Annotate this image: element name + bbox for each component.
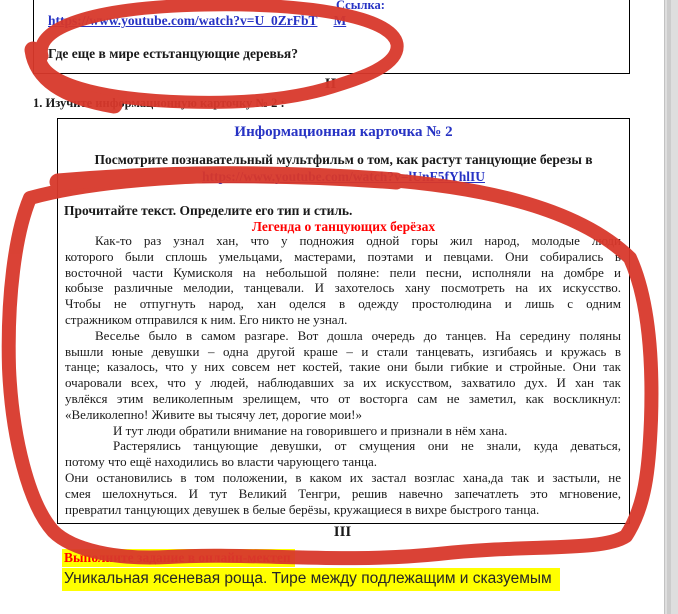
card1-link-label-line: [34, 0, 629, 11]
card1-url-end[interactable]: M: [333, 13, 347, 28]
legend-text-line: Веселье было в самом разгаре. Вот дошла очередь до танцев. На середину поляны: [95, 327, 621, 343]
legend-text-line: вышли юные девушки – одна другой краше – и стали танцевать, изгибаясь и кружась в: [65, 343, 621, 359]
legend-text-line: «Великолепно! Живите вы тысячу лет, дорогие мои!»: [65, 406, 362, 422]
legend-text-line: кобызе различные мелодии, танцевали. И захотелось хану посмотреть на их искусство.: [65, 280, 621, 296]
info-card-2-table: [57, 118, 630, 524]
legend-text-line: превратил танцующих девушек в белые берёзы, кружащиеся в вихре быстрого танца.: [65, 501, 540, 517]
footer-block: [62, 549, 560, 591]
legend-text-line: Чтобы не отпугнуть народ, хан оделся в одежду простолюдина и лишь с одним: [65, 296, 621, 312]
legend-text-line: очаровали всех, что у людей, наблюдавших за их искусством, захватило дух. И хан так: [65, 375, 621, 391]
legend-text-line: Они остановились в том положении, в каком их застал возглас хана,да так и застыли, не: [65, 469, 621, 485]
card2-url-hidden-prefix: https://www.youtube.com/wa: [202, 169, 370, 184]
page-edge-strip: [664, 0, 678, 614]
card2-intro-line: Посмотрите познавательный мультфильм о том, как растут танцующие березы в: [94, 152, 593, 167]
card1-question: Где еще в мире естьтанцующие деревья?: [48, 46, 298, 61]
card2-title: Информационная карточка № 2: [234, 124, 453, 140]
card2-url-visible[interactable]: tch?v=lUnF5fYhlIU: [369, 169, 485, 184]
legend-text-line: Как-то раз узнал хан, что у подножия одной горы жил народ, молодые люди: [95, 233, 621, 248]
legend-text-line: стражником отправился к ним. Его никто не узнал.: [65, 311, 348, 327]
section-3-numeral: III: [333, 524, 352, 540]
legend-title: Легенда о танцующих берёзах: [251, 219, 436, 234]
card2-task-heading: Прочитайте текст. Определите его тип и стиль.: [64, 203, 353, 218]
legend-text-line: Растерялись танцующие девушки, от смущения они не знали, куда деваться,: [113, 438, 621, 454]
info-card-1-table: [33, 0, 630, 74]
footer-task-line: Выполните задание в онлайн-мектеп: [62, 549, 295, 567]
legend-text-line: И тут люди обратили внимание на говорившего и признали в нём хана.: [113, 422, 508, 438]
legend-text-line: смея шелохнуться. И тут Великий Тенгри, решив навечно запечатлеть это мгновение,: [65, 485, 621, 501]
card1-url-start[interactable]: https://www.youtube.com/watch?v=U_0ZrFbT: [48, 13, 318, 28]
section-2-instruction: 1. Изучите информационную карточку № 2 :: [33, 96, 285, 110]
card2-youtube-link[interactable]: [58, 169, 629, 185]
legend-text-line: танце; казалось, что у них совсем нет костей, такие они были гибкие и стройные. Они так: [65, 359, 621, 375]
footer-topic-line: Уникальная ясеневая роща. Тире между подлежащим и сказуемым: [62, 568, 560, 591]
legend-text-line: увлёкся этим великолепным зрелищем, что от восторга сам не заметил, как воскликнул:: [65, 390, 621, 406]
section-2-numeral: II: [324, 76, 337, 92]
card1-youtube-link[interactable]: [48, 13, 346, 29]
legend-text-line: восточной части Кумисколя на небольшой поляне: пели песни, исполняли на домбре и: [65, 264, 621, 280]
card1-link-label: Ссылка:: [336, 0, 385, 12]
legend-text-line: потому что ещё находились во власти чарующего танца.: [65, 454, 378, 470]
legend-paragraphs: [65, 233, 621, 517]
legend-text-line: которого были сплошь умельцами, мастерами, поэтами и певцами. Они собирались в: [65, 248, 621, 264]
page-edge-strip-line: [667, 0, 671, 614]
